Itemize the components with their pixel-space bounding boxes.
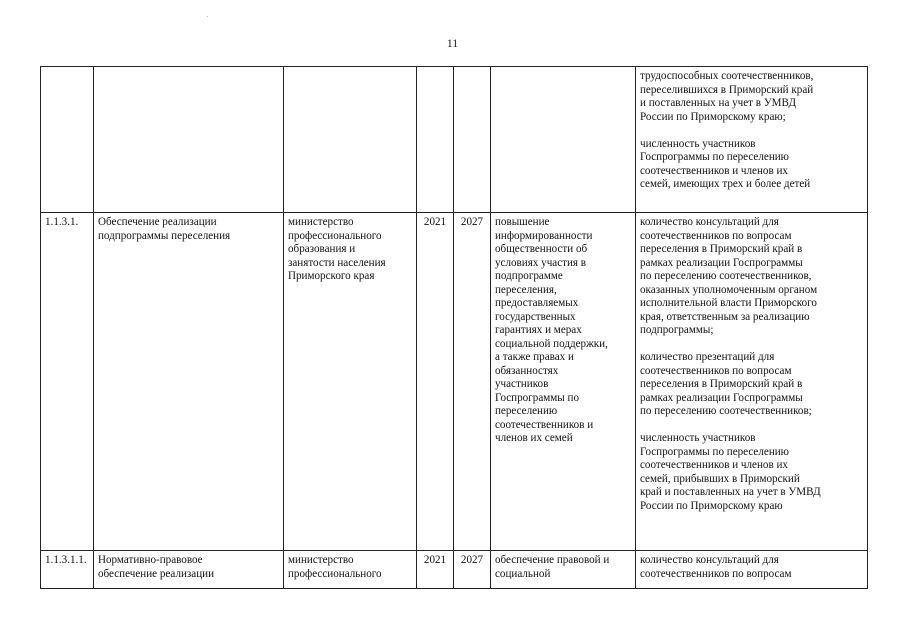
start-year-cell: 2021 (417, 213, 454, 551)
table-row (41, 213, 868, 551)
indicators-cell (636, 213, 868, 551)
indicator-text: количество консультаций для соотечественников по вопросам (640, 554, 792, 580)
expected-result-cell: обеспечение правовой и социальной (491, 551, 636, 589)
indicators-cell (636, 67, 868, 213)
page-number: 11 (446, 36, 459, 50)
expected-result-cell (491, 67, 636, 213)
indicator-text: количество консультаций для соотечественников по вопросам переселения в Приморский край в рамках реализации Госпрограммы по переселению соотечественников, оказанных уполномоченным органом исполнительной власти Приморского края, ответственным за реализацию подпрограммы; (640, 216, 818, 336)
start-year-cell (417, 67, 454, 213)
start-year-cell: 2021 (417, 551, 454, 589)
table-row (41, 67, 868, 213)
expected-result-cell: повышение информированности общественности об условиях участия в подпрограмме переселения, предоставляемых государственных гарантиях и мерах социальной поддержки, а также правах и обязанностях участников Госпрограммы по переселению соотечественников и членов их семей (491, 213, 636, 551)
end-year-cell: 2027 (454, 551, 491, 589)
program-table (40, 66, 868, 589)
row-number-cell: 1.1.3.1.1. (41, 551, 94, 589)
indicator-text: численность участников Госпрограммы по переселению соотечественников и членов их семей, прибывших в Приморский край и поставленных на учет в УМВД России по Приморскому краю (640, 432, 821, 512)
row-number-cell (41, 67, 94, 213)
row-number-cell: 1.1.3.1. (41, 213, 94, 551)
executor-cell: министерство профессионального образования и занятости населения Приморского края (284, 213, 417, 551)
indicator-text: трудоспособных соотечественников, переселившихся в Приморский край и поставленных на учет в УМВД России по Приморскому краю; (640, 70, 814, 123)
indicators-cell (636, 551, 868, 589)
indicator-text: численность участников Госпрограммы по переселению соотечественников и членов их семей, имеющих трех и более детей (640, 137, 811, 190)
event-cell: Нормативно-правовое обеспечение реализации (94, 551, 284, 589)
event-cell (94, 67, 284, 213)
executor-cell (284, 67, 417, 213)
event-cell: Обеспечение реализации подпрограммы переселения (94, 213, 284, 551)
scan-artifact (207, 16, 208, 17)
indicator-text: количество презентаций для соотечественников по вопросам переселения в Приморский край в рамках реализации Госпрограммы по переселению соотечественников; (640, 351, 812, 417)
end-year-cell (454, 67, 491, 213)
executor-cell: министерство профессионального (284, 551, 417, 589)
table-row (41, 551, 868, 589)
end-year-cell: 2027 (454, 213, 491, 551)
